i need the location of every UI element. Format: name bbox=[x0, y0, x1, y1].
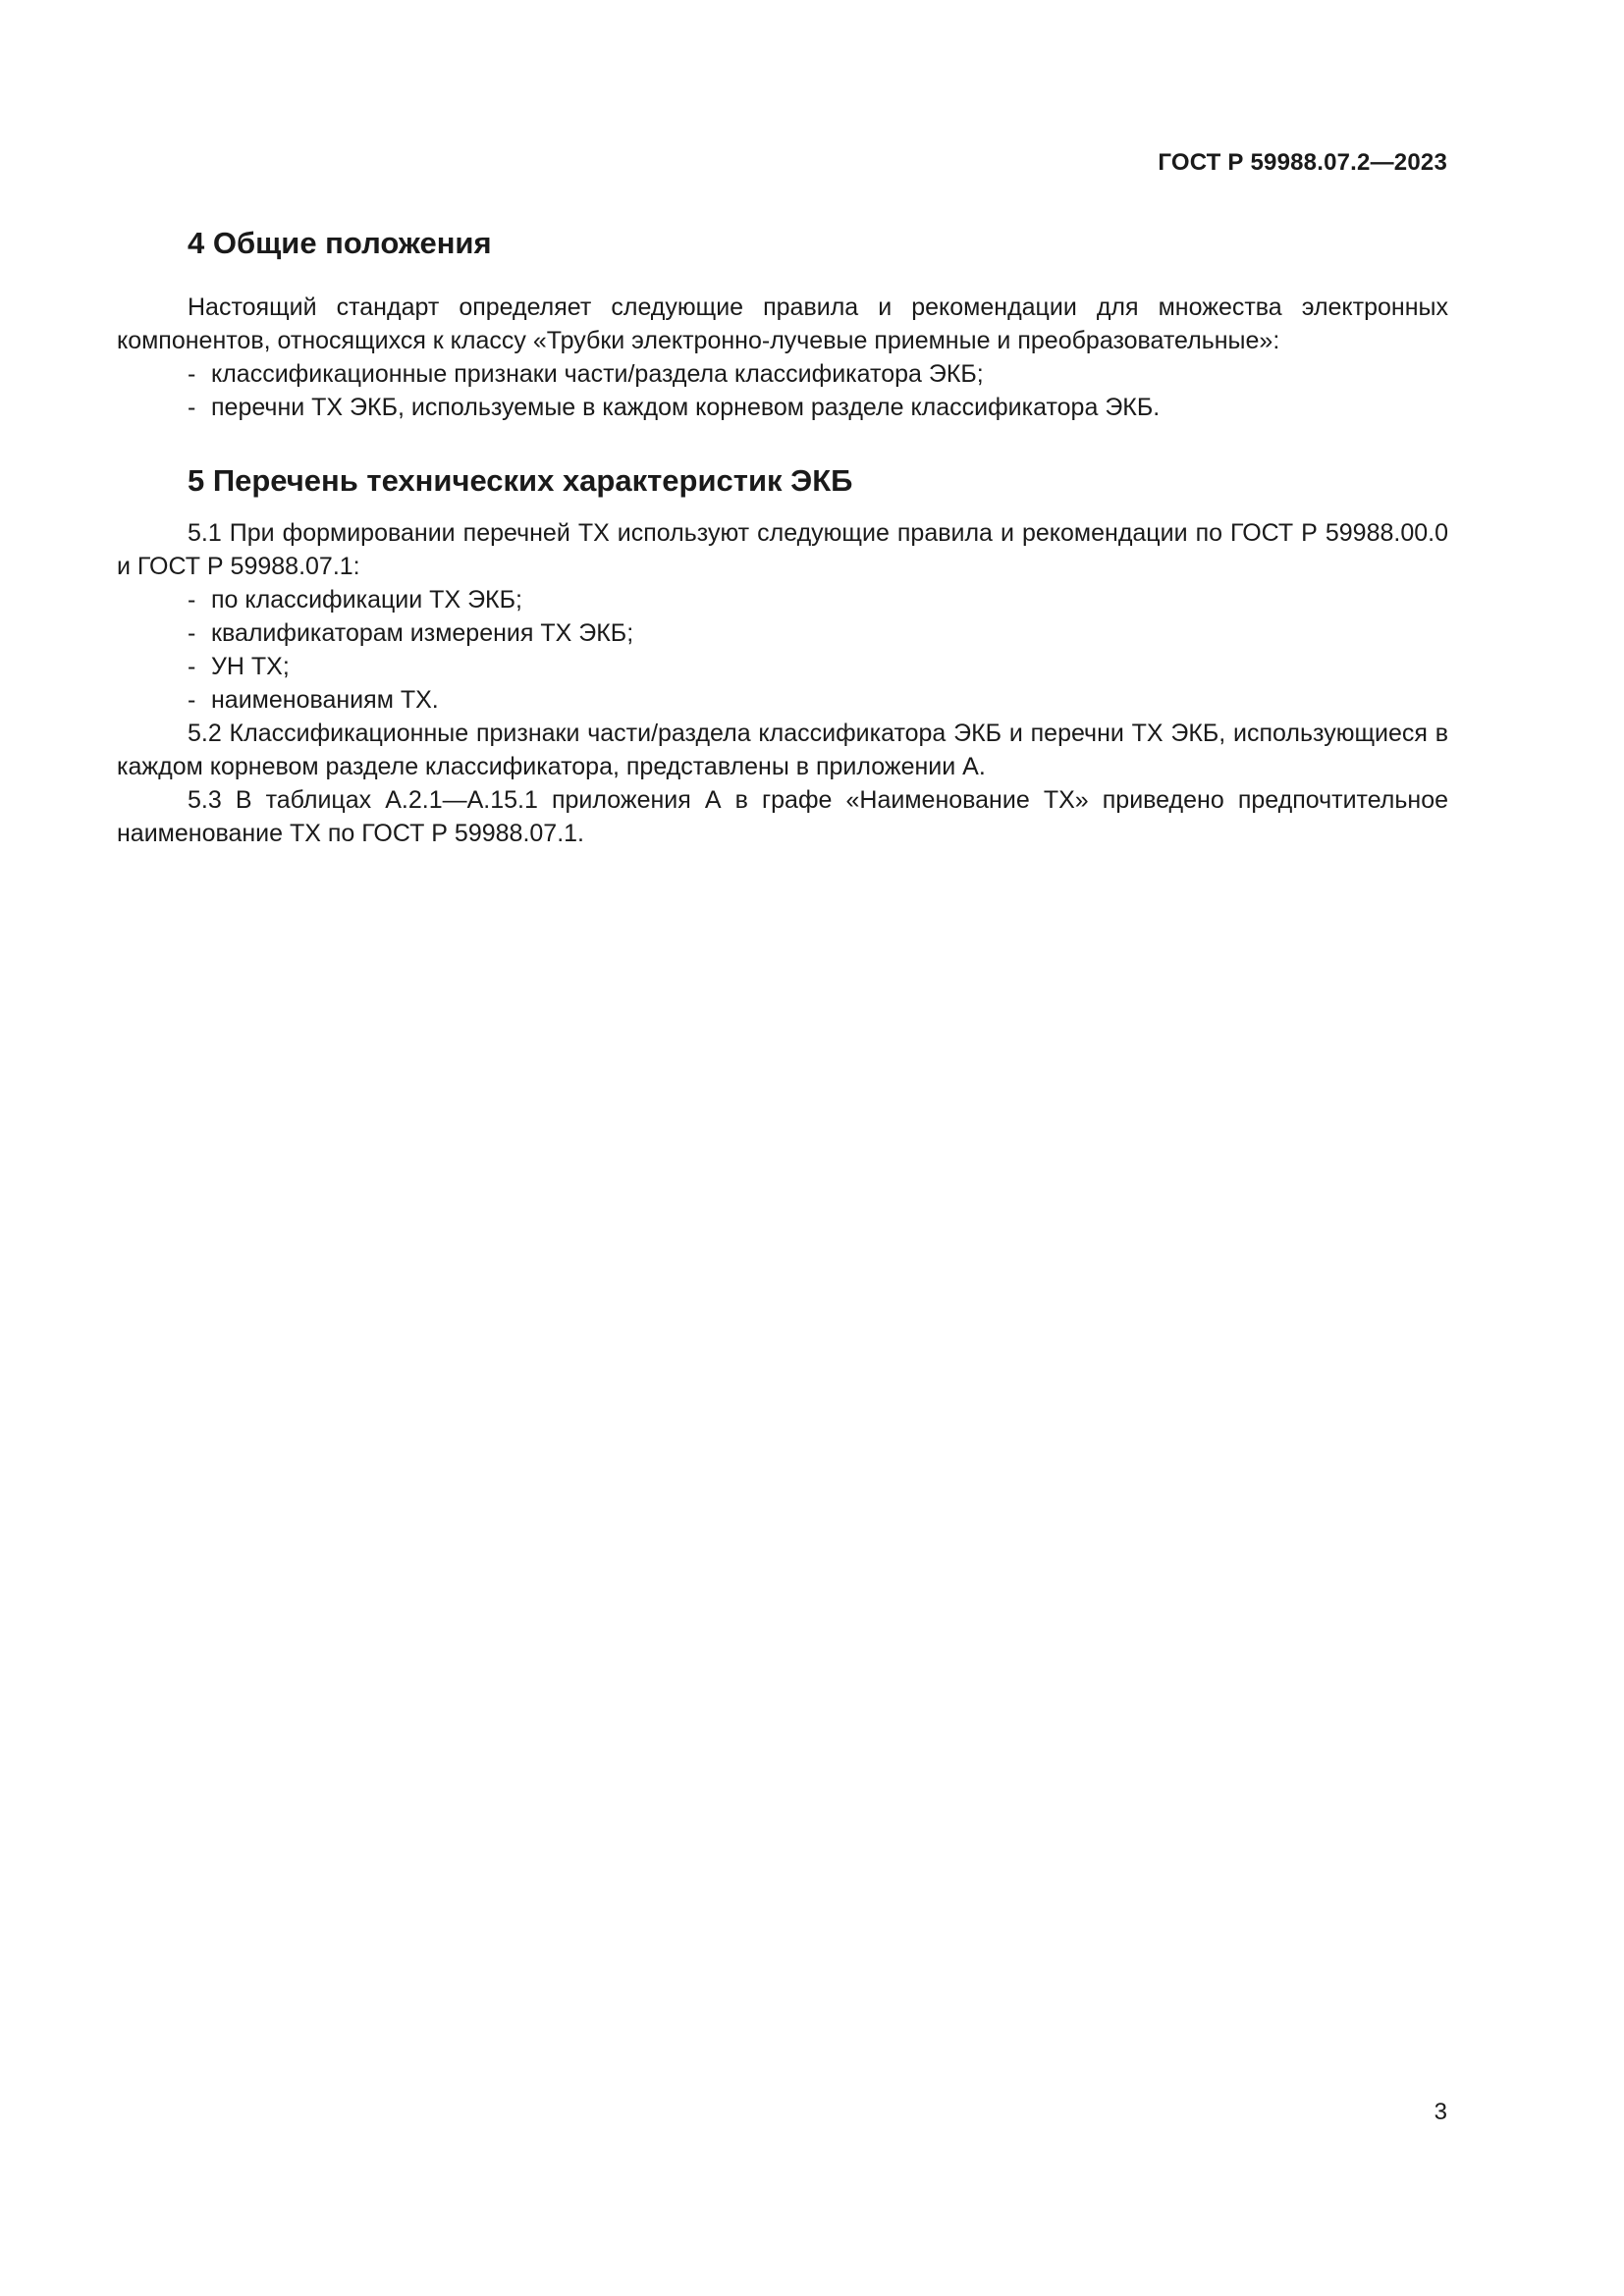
list-item bbox=[188, 650, 1448, 683]
list-item-text: УН ТХ; bbox=[211, 653, 290, 680]
section-4-heading: 4 Общие положения bbox=[188, 226, 492, 260]
list-item-text: по классификации ТХ ЭКБ; bbox=[211, 586, 522, 614]
bullet-marker: - bbox=[188, 586, 196, 614]
clause-5-3: 5.3 В таблицах А.2.1—А.15.1 приложения А в графе «Наименование ТХ» приведено предпочтительное наименование ТХ по ГОСТ Р 59988.07.1. bbox=[117, 786, 1448, 847]
list-item bbox=[188, 391, 1448, 424]
list-item-text: классификационные признаки части/раздела классификатора ЭКБ; bbox=[211, 360, 984, 388]
document-body bbox=[117, 224, 1448, 850]
section-5-heading: 5 Перечень технических характеристик ЭКБ bbox=[188, 463, 853, 498]
list-item-text: квалификаторам измерения ТХ ЭКБ; bbox=[211, 619, 634, 647]
bullet-marker: - bbox=[188, 686, 196, 714]
clause-5-2: 5.2 Классификационные признаки части/раздела классификатора ЭКБ и перечни ТХ ЭКБ, использующиеся в каждом корневом разделе классификатора, представлены в приложении А. bbox=[117, 720, 1448, 780]
bullet-marker: - bbox=[188, 653, 196, 680]
document-code-header: ГОСТ Р 59988.07.2—2023 bbox=[1158, 149, 1447, 176]
list-item bbox=[188, 357, 1448, 391]
list-item-text: перечни ТХ ЭКБ, используемые в каждом корневом разделе классификатора ЭКБ. bbox=[211, 394, 1161, 421]
bullet-marker: - bbox=[188, 619, 196, 647]
bullet-marker: - bbox=[188, 394, 196, 421]
list-item bbox=[188, 616, 1448, 650]
bullet-marker: - bbox=[188, 360, 196, 388]
list-item bbox=[188, 683, 1448, 717]
list-item-text: наименованиям ТХ. bbox=[211, 686, 439, 714]
section-4-paragraph: Настоящий стандарт определяет следующие правила и рекомендации для множества электронных компонентов, относящихся к классу «Трубки электронно-лучевые приемные и преобразовательные»: bbox=[117, 294, 1448, 354]
section-spacer bbox=[117, 424, 1448, 461]
clause-5-1: 5.1 При формировании перечней ТХ используют следующие правила и рекомендации по ГОСТ Р 59988.00.0 и ГОСТ Р 59988.07.1: bbox=[117, 519, 1448, 580]
list-item bbox=[188, 583, 1448, 616]
page-number: 3 bbox=[1434, 2099, 1447, 2125]
